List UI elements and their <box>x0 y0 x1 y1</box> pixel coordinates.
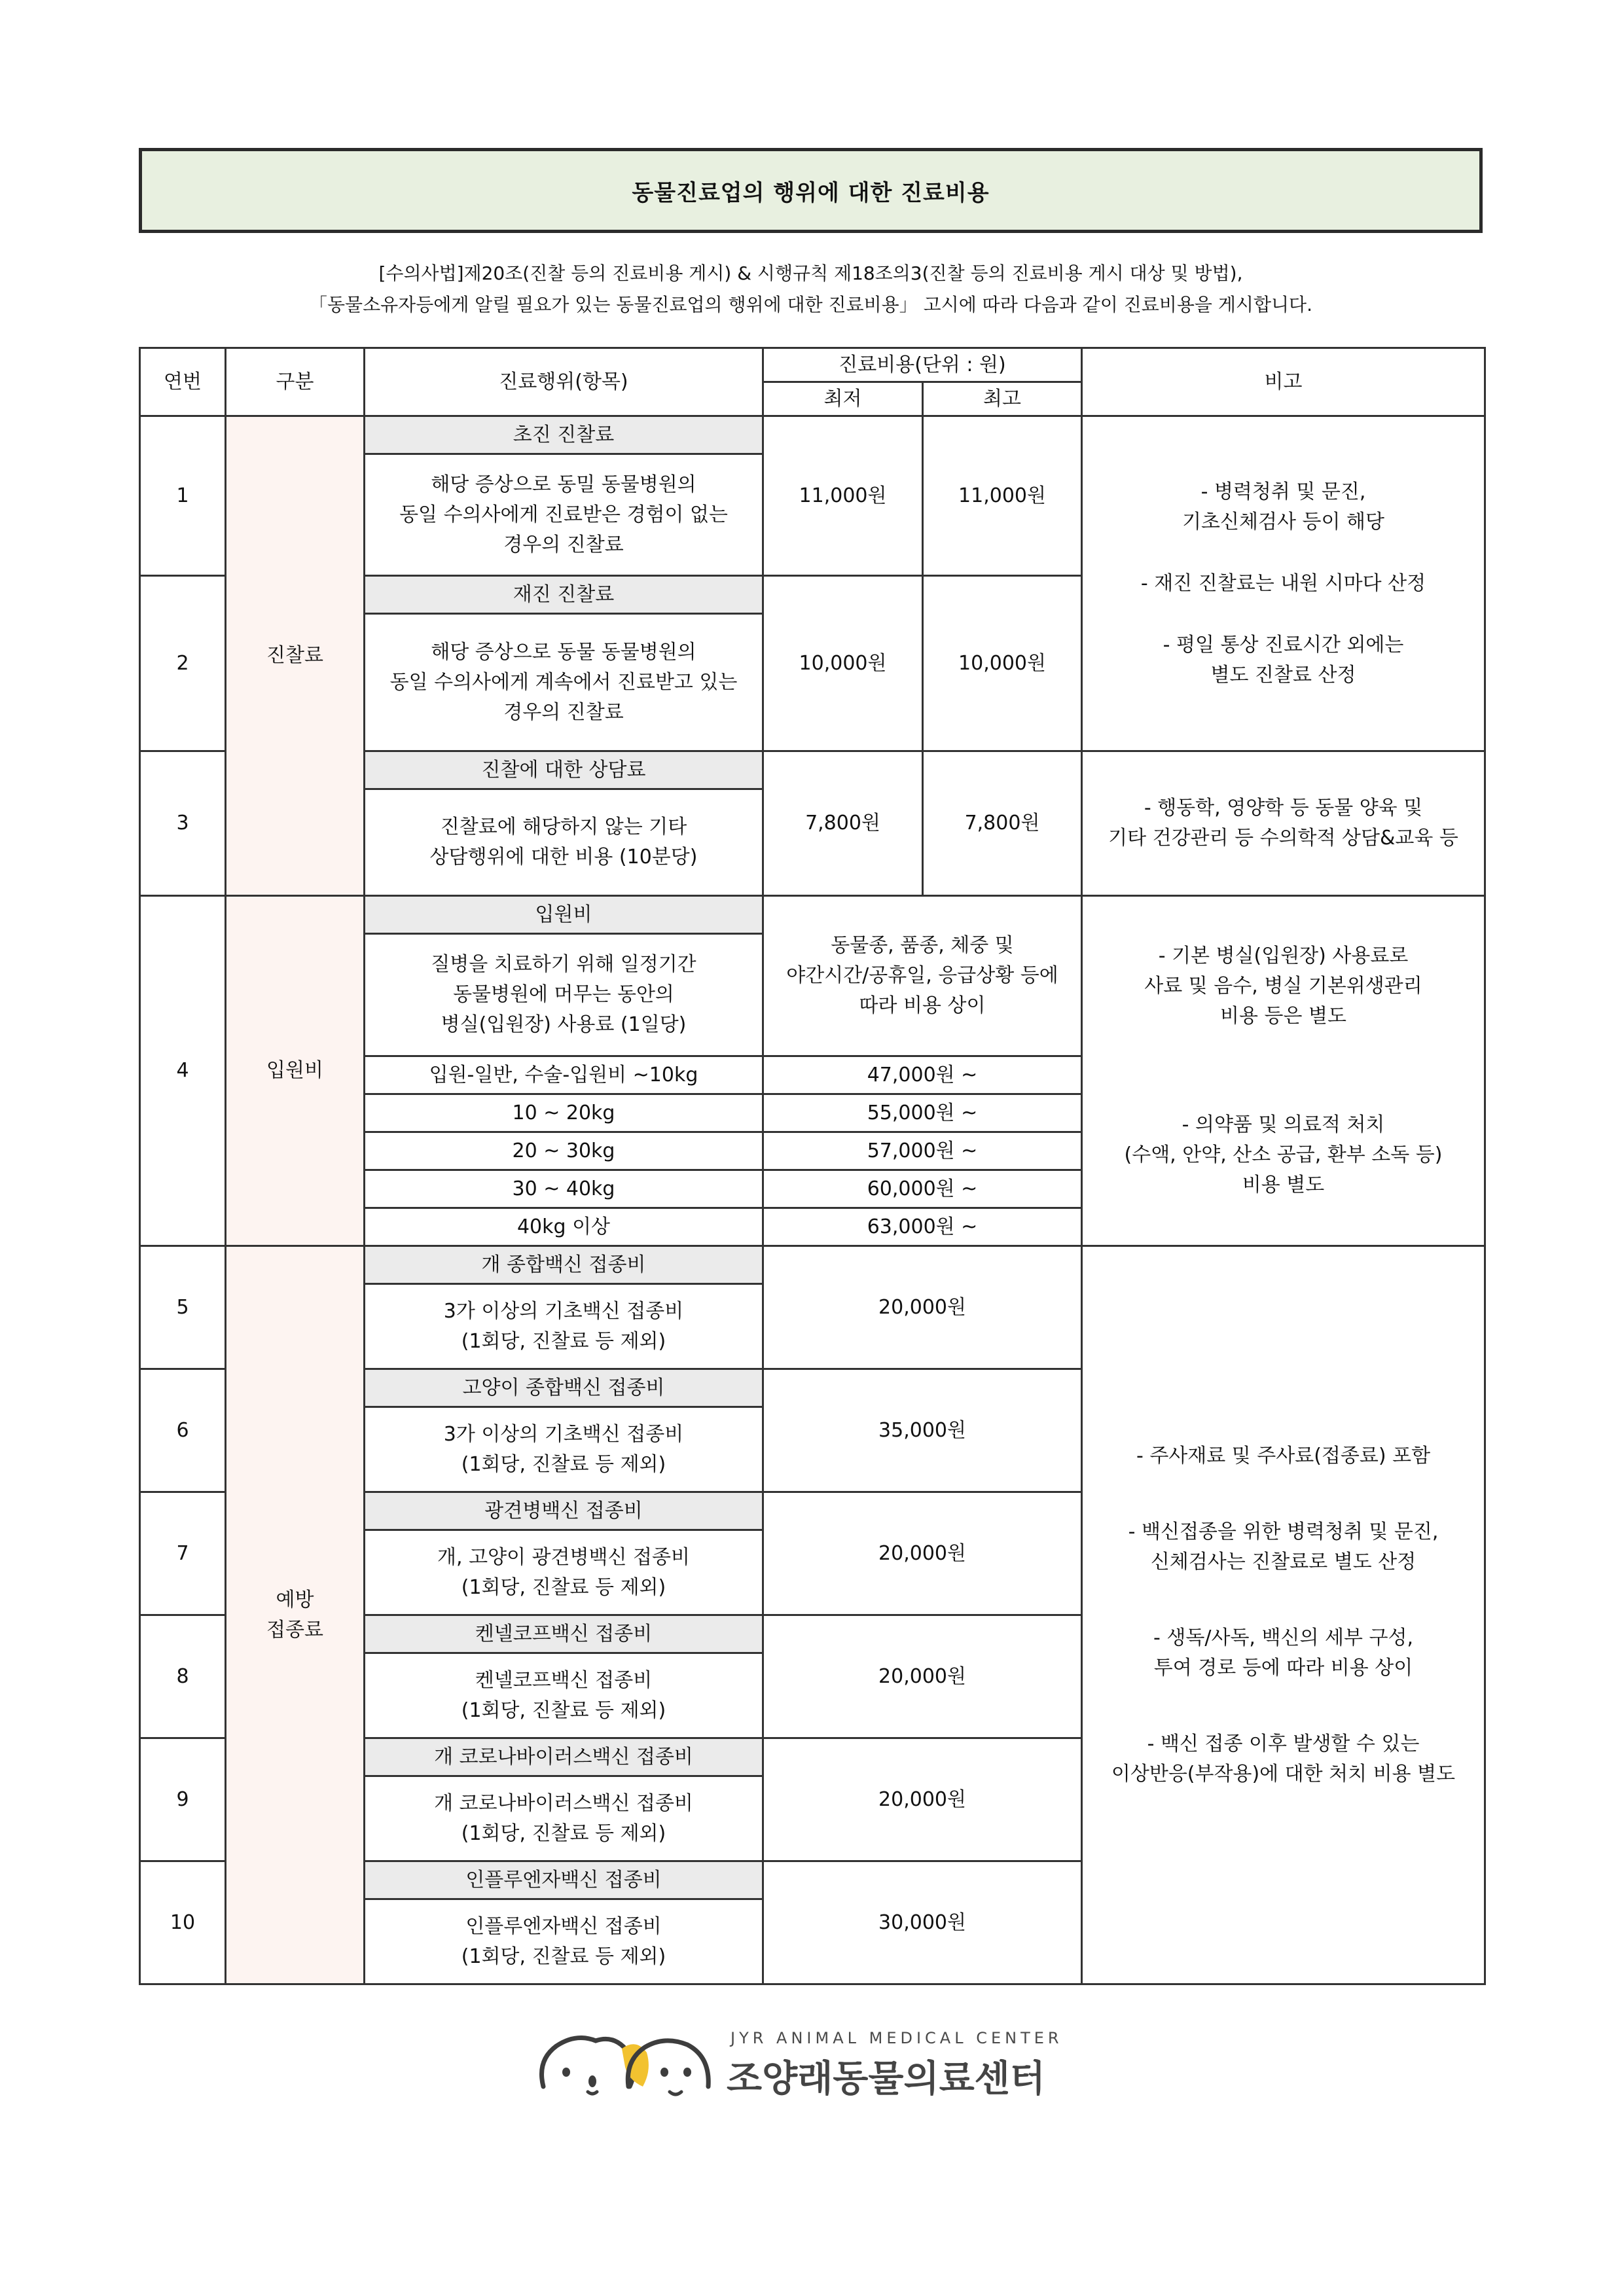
note-line: - 행동학, 영양학 등 동물 양육 및 <box>1144 797 1423 819</box>
header-cost: 진료비용(단위 : 원) <box>763 348 1082 382</box>
desc-line: 해당 증상으로 동밀 동물병원의 <box>431 473 696 496</box>
weight-price: 57,000원 ~ <box>763 1132 1082 1170</box>
note-line: 별도 진찰료 산정 <box>1210 663 1356 687</box>
row-no: 8 <box>140 1615 226 1738</box>
note-line: - 생독/사독, 백신의 세부 구성, <box>1153 1626 1413 1649</box>
desc-line: 진찰료에 해당하지 않는 기타 <box>440 816 687 838</box>
item-desc <box>365 789 763 896</box>
note-line: - 의약품 및 의료적 처치 <box>1182 1113 1385 1136</box>
category-line: 접종료 <box>266 1618 323 1641</box>
item-desc <box>365 454 763 576</box>
category-consult: 진찰료 <box>226 416 365 896</box>
price-max: 7,800원 <box>923 751 1082 896</box>
price: 20,000원 <box>763 1615 1082 1738</box>
item-title: 고양이 종합백신 접종비 <box>365 1369 763 1407</box>
note-line: - 백신접종을 위한 병력청취 및 문진, <box>1128 1520 1439 1543</box>
row-no: 6 <box>140 1369 226 1492</box>
item-desc <box>365 1776 763 1861</box>
desc-line: (1회당, 진찰료 등 제외) <box>461 1452 666 1476</box>
desc-line: (1회당, 진찰료 등 제외) <box>461 1575 666 1599</box>
dog-cat-faces-icon <box>530 2021 720 2106</box>
desc-line: 개 코로나바이러스백신 접종비 <box>434 1791 693 1815</box>
price: 20,000원 <box>763 1738 1082 1861</box>
header-no: 연번 <box>140 348 226 416</box>
item-desc <box>365 614 763 751</box>
note-line: 비용 등은 별도 <box>1220 1005 1346 1028</box>
item-title: 켄넬코프백신 접종비 <box>365 1615 763 1653</box>
note-line: - 평일 통상 진료시간 외에는 <box>1163 633 1404 656</box>
note-line: - 기본 병실(입원장) 사용료로 <box>1158 944 1409 967</box>
item-title: 입원비 <box>365 896 763 934</box>
note-line: - 재진 진찰료는 내원 시마다 산정 <box>1140 571 1426 595</box>
row-no: 1 <box>140 416 226 576</box>
row-no: 5 <box>140 1246 226 1369</box>
note-line: 기초신체검사 등이 해당 <box>1182 510 1384 533</box>
item-desc <box>365 934 763 1056</box>
item-title: 개 코로나바이러스백신 접종비 <box>365 1738 763 1776</box>
price-max: 11,000원 <box>923 416 1082 576</box>
category-line: 예방 <box>276 1588 314 1611</box>
desc-line: 경우의 진찰료 <box>503 533 624 556</box>
desc-line: 3가 이상의 기초백신 접종비 <box>443 1422 684 1446</box>
header-max: 최고 <box>923 382 1082 416</box>
header-min: 최저 <box>763 382 923 416</box>
price: 30,000원 <box>763 1861 1082 1984</box>
table-row <box>140 1246 1485 1284</box>
category-hosp: 입원비 <box>226 896 365 1246</box>
desc-line: 경우의 진찰료 <box>503 700 624 724</box>
desc-line: 동일 수의사에게 계속에서 진료받고 있는 <box>389 670 738 694</box>
item-title: 초진 진찰료 <box>365 416 763 454</box>
desc-line: (1회당, 진찰료 등 제외) <box>461 1329 666 1353</box>
item-title: 개 종합백신 접종비 <box>365 1246 763 1284</box>
row-no: 2 <box>140 576 226 751</box>
desc-line: 개, 고양이 광견병백신 접종비 <box>437 1545 690 1569</box>
category-vaccine <box>226 1246 365 1984</box>
row-no: 7 <box>140 1492 226 1615</box>
desc-line: (1회당, 진찰료 등 제외) <box>461 1698 666 1722</box>
note-hosp <box>1082 896 1485 1246</box>
item-desc <box>365 1284 763 1369</box>
note-line: 투여 경로 등에 따라 비용 상이 <box>1153 1656 1413 1679</box>
item-desc <box>365 1899 763 1984</box>
note-line: 비용 별도 <box>1242 1174 1325 1196</box>
row-no: 3 <box>140 751 226 896</box>
note-line: (수액, 안약, 산소 공급, 환부 소독 등) <box>1124 1143 1443 1166</box>
weight-price: 47,000원 ~ <box>763 1056 1082 1094</box>
note-consult <box>1082 416 1485 751</box>
row-no: 10 <box>140 1861 226 1984</box>
logo-english: JYR ANIMAL MEDICAL CENTER <box>731 2029 1063 2047</box>
table-row <box>140 896 1485 934</box>
page-title: 동물진료업의 행위에 대한 진료비용 <box>139 148 1483 233</box>
desc-line: 켄넬코프백신 접종비 <box>475 1668 653 1692</box>
weight-label: 10 ~ 20kg <box>365 1094 763 1132</box>
header-category: 구분 <box>226 348 365 416</box>
note-line: - 주사재료 및 주사료(접종료) 포함 <box>1136 1444 1431 1467</box>
weight-price: 55,000원 ~ <box>763 1094 1082 1132</box>
price-min: 10,000원 <box>763 576 923 751</box>
row-no: 4 <box>140 896 226 1246</box>
item-desc <box>365 1407 763 1492</box>
cost-note-line: 야간시간/공휴일, 응급상황 등에 <box>786 964 1058 987</box>
desc-line: 질병을 치료하기 위해 일정기간 <box>431 953 696 976</box>
row-no: 9 <box>140 1738 226 1861</box>
header-row <box>140 348 1485 382</box>
desc-line: 인플루엔자백신 접종비 <box>465 1914 662 1938</box>
price-max: 10,000원 <box>923 576 1082 751</box>
note-line: 이상반응(부작용)에 대한 처치 비용 별도 <box>1111 1762 1456 1785</box>
header-item: 진료행위(항목) <box>365 348 763 416</box>
note-line: - 백신 접종 이후 발생할 수 있는 <box>1147 1732 1420 1755</box>
note-line: 신체검사는 진찰료로 별도 산정 <box>1150 1550 1416 1573</box>
price: 20,000원 <box>763 1246 1082 1369</box>
note-line: - 병력청취 및 문진, <box>1200 480 1366 503</box>
cost-note <box>763 896 1082 1056</box>
cost-note-line: 동물종, 품종, 체중 및 <box>831 934 1014 957</box>
weight-label: 입원-일반, 수술-입원비 ~10kg <box>365 1056 763 1094</box>
weight-price: 63,000원 ~ <box>763 1208 1082 1246</box>
header-note: 비고 <box>1082 348 1485 416</box>
intro-line-1: [수의사법]제20조(진찰 등의 진료비용 게시) & 시행규칙 제18조의3(진찰 등의 진료비용 게시 대상 및 방법), <box>378 262 1243 284</box>
cost-note-line: 따라 비용 상이 <box>859 994 986 1017</box>
item-title: 광견병백신 접종비 <box>365 1492 763 1530</box>
fee-table <box>139 347 1486 1985</box>
desc-line: 상담행위에 대한 비용 (10분당) <box>429 846 698 869</box>
desc-line: (1회당, 진찰료 등 제외) <box>461 1821 666 1845</box>
weight-label: 30 ~ 40kg <box>365 1170 763 1208</box>
note-line: 기타 건강관리 등 수의학적 상담&교육 등 <box>1108 827 1458 850</box>
weight-label: 40kg 이상 <box>365 1208 763 1246</box>
desc-line: 해당 증상으로 동물 동물병원의 <box>431 640 696 664</box>
item-desc <box>365 1653 763 1738</box>
desc-line: 동물병원에 머무는 동안의 <box>453 983 674 1006</box>
weight-label: 20 ~ 30kg <box>365 1132 763 1170</box>
price-min: 7,800원 <box>763 751 923 896</box>
note-vaccine <box>1082 1246 1485 1984</box>
item-title: 인플루엔자백신 접종비 <box>365 1861 763 1899</box>
price: 20,000원 <box>763 1492 1082 1615</box>
item-desc <box>365 1530 763 1615</box>
logo-korean: 조양래동물의료센터 <box>727 2058 1045 2100</box>
center-logo <box>530 2021 1106 2106</box>
note-line: 사료 및 음수, 병실 기본위생관리 <box>1144 975 1422 997</box>
weight-price: 60,000원 ~ <box>763 1170 1082 1208</box>
price-min: 11,000원 <box>763 416 923 576</box>
desc-line: 병실(입원장) 사용료 (1일당) <box>441 1013 687 1036</box>
table-row <box>140 416 1485 454</box>
note-counsel <box>1082 751 1485 896</box>
desc-line: 동일 수의사에게 진료받은 경험이 없는 <box>399 503 728 526</box>
desc-line: (1회당, 진찰료 등 제외) <box>461 1945 666 1968</box>
desc-line: 3가 이상의 기초백신 접종비 <box>443 1299 684 1323</box>
item-title: 진찰에 대한 상담료 <box>365 751 763 789</box>
price: 35,000원 <box>763 1369 1082 1492</box>
intro-line-2: 「동물소유자등에게 알릴 필요가 있는 동물진료업의 행위에 대한 진료비용」 고시에 따라 다음과 같이 진료비용을 게시합니다. <box>308 294 1312 315</box>
item-title: 재진 진찰료 <box>365 576 763 614</box>
